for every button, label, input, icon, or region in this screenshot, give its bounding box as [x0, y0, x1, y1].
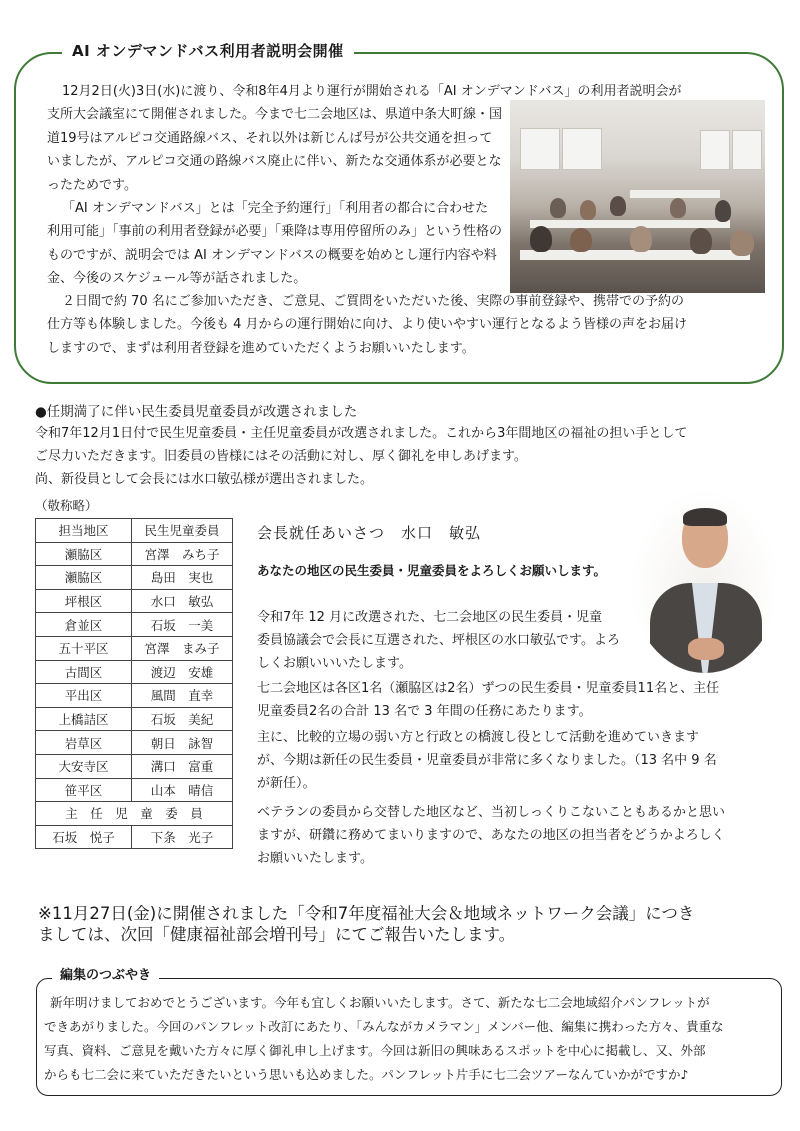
editor-notes-line: 新年明けましておめでとうございます。今年も宜しくお願いいたします。さて、新たな七二会地域紹介パンフレットが — [50, 995, 710, 1010]
welfare-conference-notice-line: ※11月27日(金)に開催されました「令和7年度福祉大会＆地域ネットワーク会議」につき — [38, 904, 695, 923]
chief-names-row — [36, 825, 233, 849]
chair-greeting-line: お願いいたします。 — [257, 851, 373, 866]
honorifics-note: （敬称略） — [35, 498, 98, 513]
chair-greeting-line: 令和7年 12 月に改選された、七二会地区の民生委員・児童 — [257, 610, 603, 625]
bus-meeting-text-line: 仕方等も体験しました。今後も 4 月からの運行開始に向け、より使いやすい運行となるよう皆様の声をお届け — [47, 317, 688, 332]
member-cell: 石坂 美紀 — [132, 707, 233, 731]
meeting-room-photo — [510, 100, 765, 293]
table-header-district: 担当地区 — [36, 519, 132, 543]
member-cell: 渡辺 安雄 — [132, 660, 233, 684]
committee-members-table — [35, 518, 233, 849]
chief-member-cell: 石坂 悦子 — [36, 825, 132, 849]
chair-greeting-subtitle: あなたの地区の民生委員・児童委員をよろしくお願いします。 — [257, 563, 607, 578]
table-row — [36, 566, 233, 590]
district-cell: 倉並区 — [36, 613, 132, 637]
table-header-member: 民生児童委員 — [132, 519, 233, 543]
table-header-row — [36, 519, 233, 543]
table-row — [36, 636, 233, 660]
chair-greeting-line: 委員協議会で会長に互選された、坪根区の水口敏弘です。よろ — [257, 633, 620, 648]
chief-label-row — [36, 802, 233, 826]
member-cell: 水口 敏弘 — [132, 589, 233, 613]
district-cell: 坪根区 — [36, 589, 132, 613]
table-row — [36, 589, 233, 613]
member-cell: 朝日 詠智 — [132, 731, 233, 755]
chair-greeting-line: しくお願いいいたします。 — [257, 656, 412, 671]
chair-greeting-line: が新任）。 — [257, 776, 316, 791]
chair-portrait-photo — [630, 488, 780, 673]
district-cell: 瀬脇区 — [36, 566, 132, 590]
table-row — [36, 731, 233, 755]
district-cell: 笹平区 — [36, 778, 132, 802]
bus-meeting-text-line: ２日間で約 70 名にご参加いただき、ご意見、ご質問をいただいた後、実際の事前登録や、携帯での予約の — [62, 294, 685, 309]
welfare-conference-notice-line: ましては、次回「健康福祉部会増刊号」にてご報告いたします。 — [38, 925, 516, 944]
chair-greeting-title: 会長就任あいさつ 水口 敏弘 — [257, 524, 482, 542]
district-cell: 五十平区 — [36, 636, 132, 660]
member-cell: 島田 実也 — [132, 566, 233, 590]
committee-election-text-line: 尚、新役員として会長には水口敏弘様が選出されました。 — [35, 472, 374, 487]
district-cell: 古間区 — [36, 660, 132, 684]
table-row — [36, 542, 233, 566]
district-cell: 平出区 — [36, 684, 132, 708]
table-row — [36, 754, 233, 778]
district-cell: 岩草区 — [36, 731, 132, 755]
committee-election-text-line: ご尽力いただきます。旧委員の皆様にはその活動に対し、厚く御礼を申しあげます。 — [35, 449, 527, 464]
district-cell: 瀬脇区 — [36, 542, 132, 566]
editor-notes-line: できあがりました。今回のパンフレット改訂にあたり、「みんながカメラマン」メンバー他、編集に携わった方々、貴重な — [44, 1019, 724, 1034]
committee-election-text-line: 令和7年12月1日付で民生児童委員・主任児童委員が改選されました。これから3年間地区の福祉の担い手として — [35, 426, 688, 441]
district-cell: 大安寺区 — [36, 754, 132, 778]
chair-greeting-line: 児童委員2名の合計 13 名で 3 年間の任務にあたります。 — [257, 704, 592, 719]
chief-member-cell: 下条 光子 — [132, 825, 233, 849]
member-cell: 石坂 一美 — [132, 613, 233, 637]
bus-meeting-text-line: しますので、まずは利用者登録を進めていただくようお願いいたします。 — [47, 341, 475, 356]
table-row — [36, 778, 233, 802]
bus-meeting-text-line: 支所大会議室にて開催されました。今まで七二会地区は、県道中条大町線・国道19号はアルピコ交通路線バス、それ以外は新じんば号が公共交通を担っていましたが、アルピコ交通の路線バス廃止に伴い、新たな交通体系が必要となったためです。 — [47, 107, 503, 193]
table-row — [36, 613, 233, 637]
chair-greeting-line: ベテランの委員から交替した地区など、当初しっくりこないこともあるかと思い — [257, 805, 726, 820]
chair-greeting-line: 主に、比較的立場の弱い方と行政との橋渡し役として活動を進めていきます — [257, 730, 700, 745]
committee-election-heading: ●任期満了に伴い民生委員児童委員が改選されました — [35, 404, 358, 420]
table-row — [36, 684, 233, 708]
chief-children-committee-label: 主 任 児 童 委 員 — [36, 802, 233, 826]
chair-greeting-line: 七二会地区は各区1名（瀬脇区は2名）ずつの民生委員・児童委員11名と、主任 — [257, 681, 720, 696]
editor-notes-line: 写真、資料、ご意見を戴いた方々に厚く御礼申し上げます。今回は新旧の興味あるスポットを中心に掲載し、又、外部 — [44, 1043, 706, 1058]
table-row — [36, 660, 233, 684]
chair-greeting-line: ますが、研鑽に務めてまいりますので、あなたの地区の担当者をどうかよろしく — [257, 828, 725, 843]
editor-notes-line: からも七二会に来ていただきたいという思いも込めました。パンフレット片手に七二会ツアーなんていかがですか♪ — [44, 1067, 689, 1082]
bus-meeting-text-line: 「AI オンデマンドバス」とは「完全予約運行」「利用者の都合に合わせた — [62, 201, 489, 216]
bus-meeting-title: AI オンデマンドバス利用者説明会開催 — [62, 40, 354, 61]
district-cell: 上橋詰区 — [36, 707, 132, 731]
bus-meeting-text-line: 12月2日(火)3日(水)に渡り、令和8年4月より運行が開始される「AI オンデマンドバス」の利用者説明会が — [62, 84, 682, 99]
member-cell: 宮澤 みち子 — [132, 542, 233, 566]
chair-greeting-line: が、今期は新任の民生委員・児童委員が非常に多くなりました。（13 名中 9 名 — [257, 753, 717, 768]
bus-meeting-text-line: 利用可能」「事前の利用者登録が必要」「乗降は専用停留所のみ」という性格のものですが、説明会では AI オンデマンドバスの概要を始めとし運行内容や料金、今後のスケジュール等が話されました。 — [47, 224, 503, 286]
table-row — [36, 707, 233, 731]
member-cell: 山本 晴信 — [132, 778, 233, 802]
member-cell: 溝口 富重 — [132, 754, 233, 778]
member-cell: 宮澤 まみ子 — [132, 636, 233, 660]
member-cell: 風間 直幸 — [132, 684, 233, 708]
editor-notes-title: 編集のつぶやき — [52, 964, 159, 983]
